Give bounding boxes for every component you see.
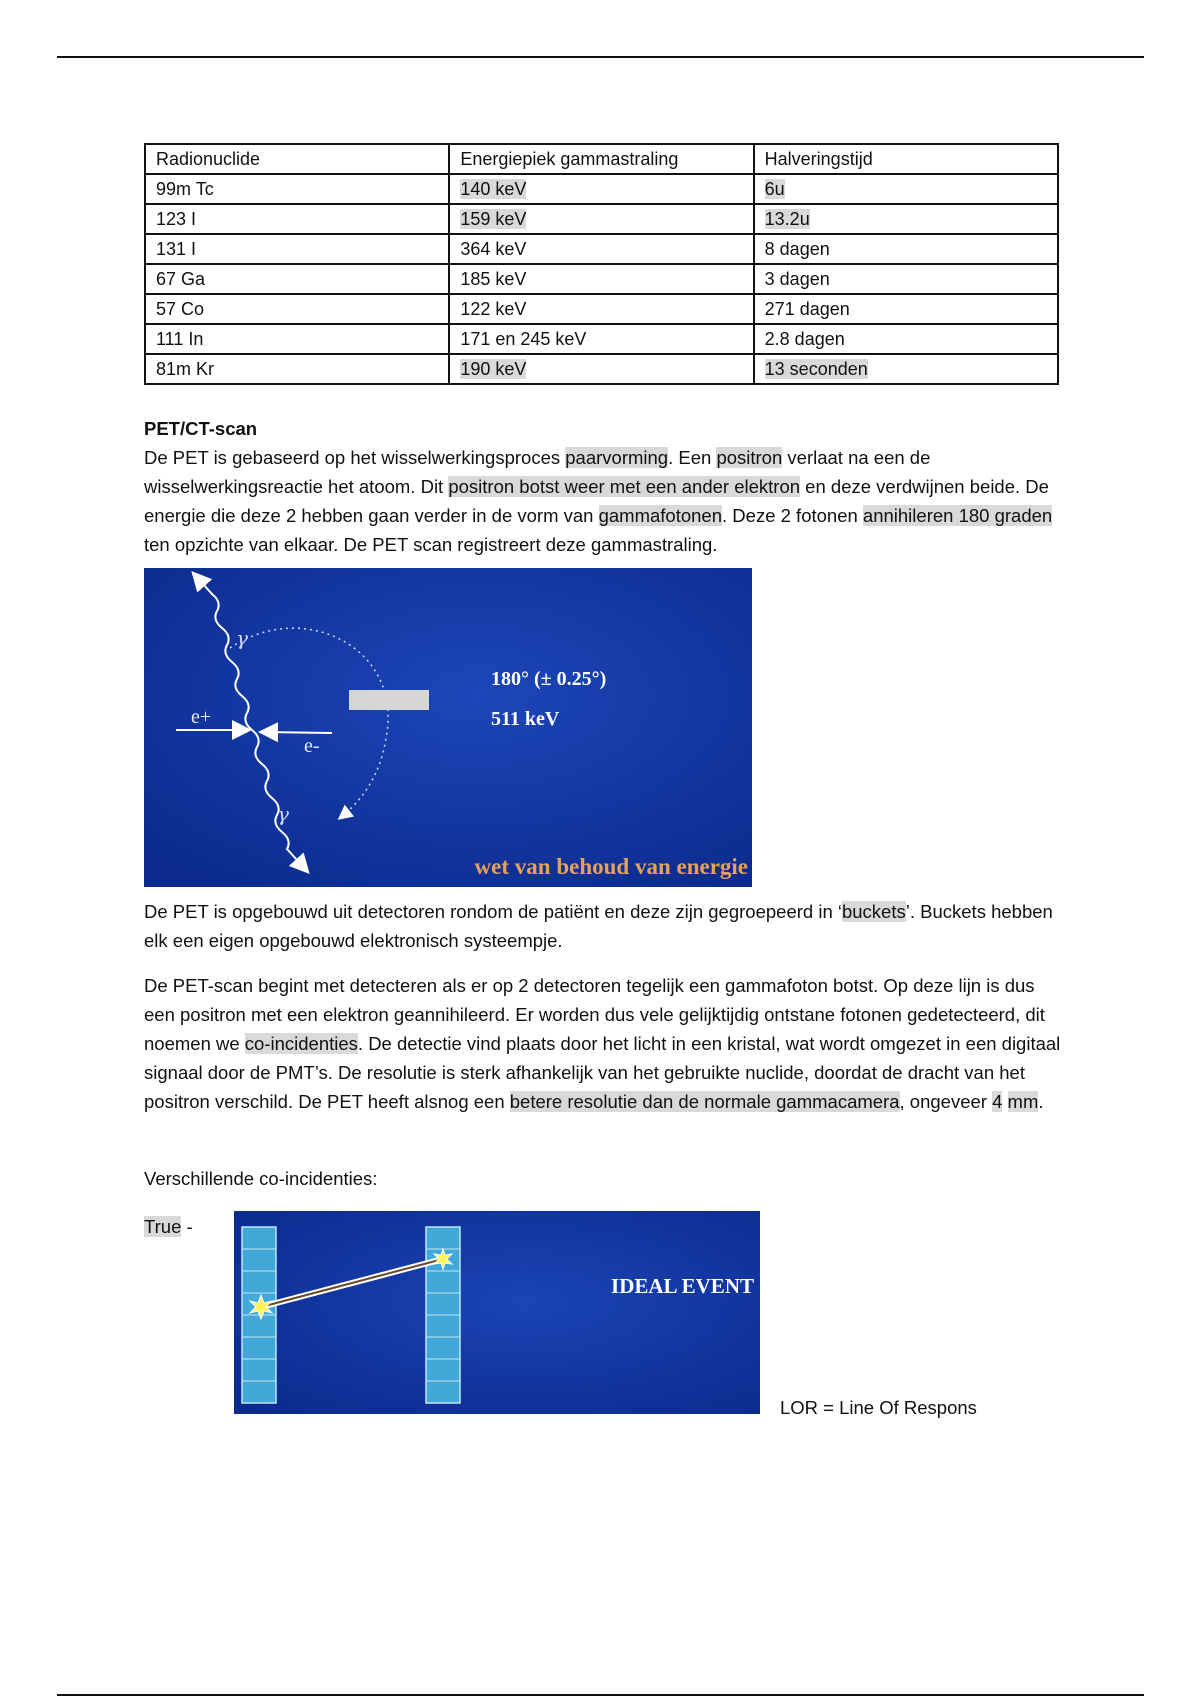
- table-header-row: [145, 144, 1058, 174]
- annihilation-figure: [144, 568, 752, 887]
- table-cell: 122 keV: [449, 294, 753, 324]
- table-cell: 111 In: [145, 324, 449, 354]
- table-cell: 8 dagen: [754, 234, 1058, 264]
- table-cell: [449, 174, 753, 204]
- table-cell: 81m Kr: [145, 354, 449, 384]
- text-run: en deze verdwijnen beide. De energie die deze 2 hebben gaan verder in de vorm van: [144, 476, 1049, 526]
- table-cell: 99m Tc: [145, 174, 449, 204]
- table-cell: [754, 204, 1058, 234]
- text-run: .: [1038, 1091, 1044, 1112]
- highlighted-value: 159 keV: [460, 209, 527, 229]
- table-row: [145, 234, 1058, 264]
- electron-label: e-: [304, 735, 320, 757]
- table-cell: 123 I: [145, 204, 449, 234]
- highlighted-text: positron: [716, 447, 783, 468]
- figure-caption: wet van behoud van energie: [474, 854, 748, 879]
- highlighted-text: buckets: [841, 901, 906, 922]
- grey-bar: [349, 690, 429, 710]
- highlighted-text: True: [144, 1216, 182, 1237]
- table-row: [145, 354, 1058, 384]
- figure-background: [144, 568, 752, 887]
- table-row: [145, 174, 1058, 204]
- table-cell: 271 dagen: [754, 294, 1058, 324]
- highlighted-value: 190 keV: [460, 359, 527, 379]
- table-cell: 185 keV: [449, 264, 753, 294]
- highlighted-value: 13.2u: [764, 209, 810, 229]
- highlighted-text: annihileren 180 graden: [862, 505, 1053, 526]
- highlighted-value: 13 seconden: [764, 359, 868, 379]
- table-cell: 2.8 dagen: [754, 324, 1058, 354]
- table-cell: 171 en 245 keV: [449, 324, 753, 354]
- text-run: De PET is gebaseerd op het wisselwerkingsproces: [144, 447, 566, 468]
- positron-label: e+: [191, 706, 212, 728]
- table-cell: [754, 354, 1058, 384]
- paragraph-buckets: [144, 897, 1064, 955]
- text-run: . De detectie vind plaats door het licht in een kristal, wat wordt omgezet in een digitaal signaal door de PMT’s. De resolutie is sterk afhankelijk van het gebruikte nuclide, doordat de dracht van het positron verschild. De PET heeft alsnog een: [144, 1033, 1061, 1112]
- text-run: . Deze 2 fotonen: [722, 505, 863, 526]
- section-heading: PET/CT-scan: [144, 418, 258, 439]
- table-header: Halveringstijd: [754, 144, 1058, 174]
- highlighted-text: gammafotonen: [598, 505, 723, 526]
- highlighted-text: 4: [992, 1091, 1003, 1112]
- lor-caption: LOR = Line Of Respons: [780, 1397, 977, 1418]
- ideal-event-label: IDEAL EVENT: [611, 1274, 754, 1298]
- text-run: , ongeveer: [899, 1091, 993, 1112]
- table-row: [145, 324, 1058, 354]
- text-run: De PET is opgebouwd uit detectoren rondom de patiënt en deze zijn gegroepeerd in ‘: [144, 901, 842, 922]
- electron-arrow: [262, 732, 332, 733]
- highlighted-text: paarvorming: [565, 447, 669, 468]
- text-run: ’. Buckets hebben elk een eigen opgebouwd elektronisch systeempje.: [144, 901, 1053, 951]
- text-run: -: [181, 1216, 193, 1237]
- highlighted-text: co-incidenties: [244, 1033, 358, 1054]
- paragraph-coincidence-types: Verschillende co-incidenties:: [144, 1168, 378, 1189]
- highlighted-text: betere resolutie dan de normale gammacamera: [509, 1091, 900, 1112]
- angle-value: 180° (± 0.25°): [491, 668, 607, 690]
- table-header: Radionuclide: [145, 144, 449, 174]
- highlighted-value: 6u: [764, 179, 785, 199]
- highlighted-text: mm: [1007, 1091, 1039, 1112]
- bottom-rule: [57, 1694, 1144, 1696]
- text-run: . Een: [668, 447, 717, 468]
- gamma-label-top: γ: [236, 626, 248, 650]
- table-cell: 364 keV: [449, 234, 753, 264]
- table-cell: 3 dagen: [754, 264, 1058, 294]
- table-cell: [449, 204, 753, 234]
- ideal-event-figure: [234, 1211, 760, 1414]
- text-run: ten opzichte van elkaar. De PET scan registreert deze gammastraling.: [144, 534, 718, 555]
- table-cell: [449, 354, 753, 384]
- table-cell: [754, 174, 1058, 204]
- figure-background: [234, 1211, 760, 1414]
- table-cell: 57 Co: [145, 294, 449, 324]
- table-row: [145, 294, 1058, 324]
- highlighted-value: 140 keV: [460, 179, 527, 199]
- highlighted-text: positron botst weer met een ander elektron: [448, 476, 801, 497]
- radionuclide-table: [144, 143, 1059, 385]
- text-run: De PET-scan begint met detecteren als er op 2 detectoren tegelijk een gammafoton botst. Op deze lijn is dus een positron met een elektron geannihileerd. Er worden dus vele gelijktijdig ontstane fotonen gedetecteerd, dit noemen we: [144, 975, 1045, 1054]
- top-rule: [57, 56, 1144, 58]
- table-header: Energiepiek gammastraling: [449, 144, 753, 174]
- paragraph-pet-intro: [144, 443, 1064, 559]
- table-row: [145, 204, 1058, 234]
- table-cell: 67 Ga: [145, 264, 449, 294]
- paragraph-coincidences: [144, 971, 1064, 1116]
- true-label: [144, 1214, 193, 1240]
- gamma-label-bottom: γ: [277, 802, 289, 826]
- text-run: verlaat na een de wisselwerkingsreactie het atoom. Dit: [144, 447, 931, 497]
- table-cell: 131 I: [145, 234, 449, 264]
- energy-value: 511 keV: [491, 708, 560, 730]
- text-run: [1002, 1091, 1007, 1112]
- table-row: [145, 264, 1058, 294]
